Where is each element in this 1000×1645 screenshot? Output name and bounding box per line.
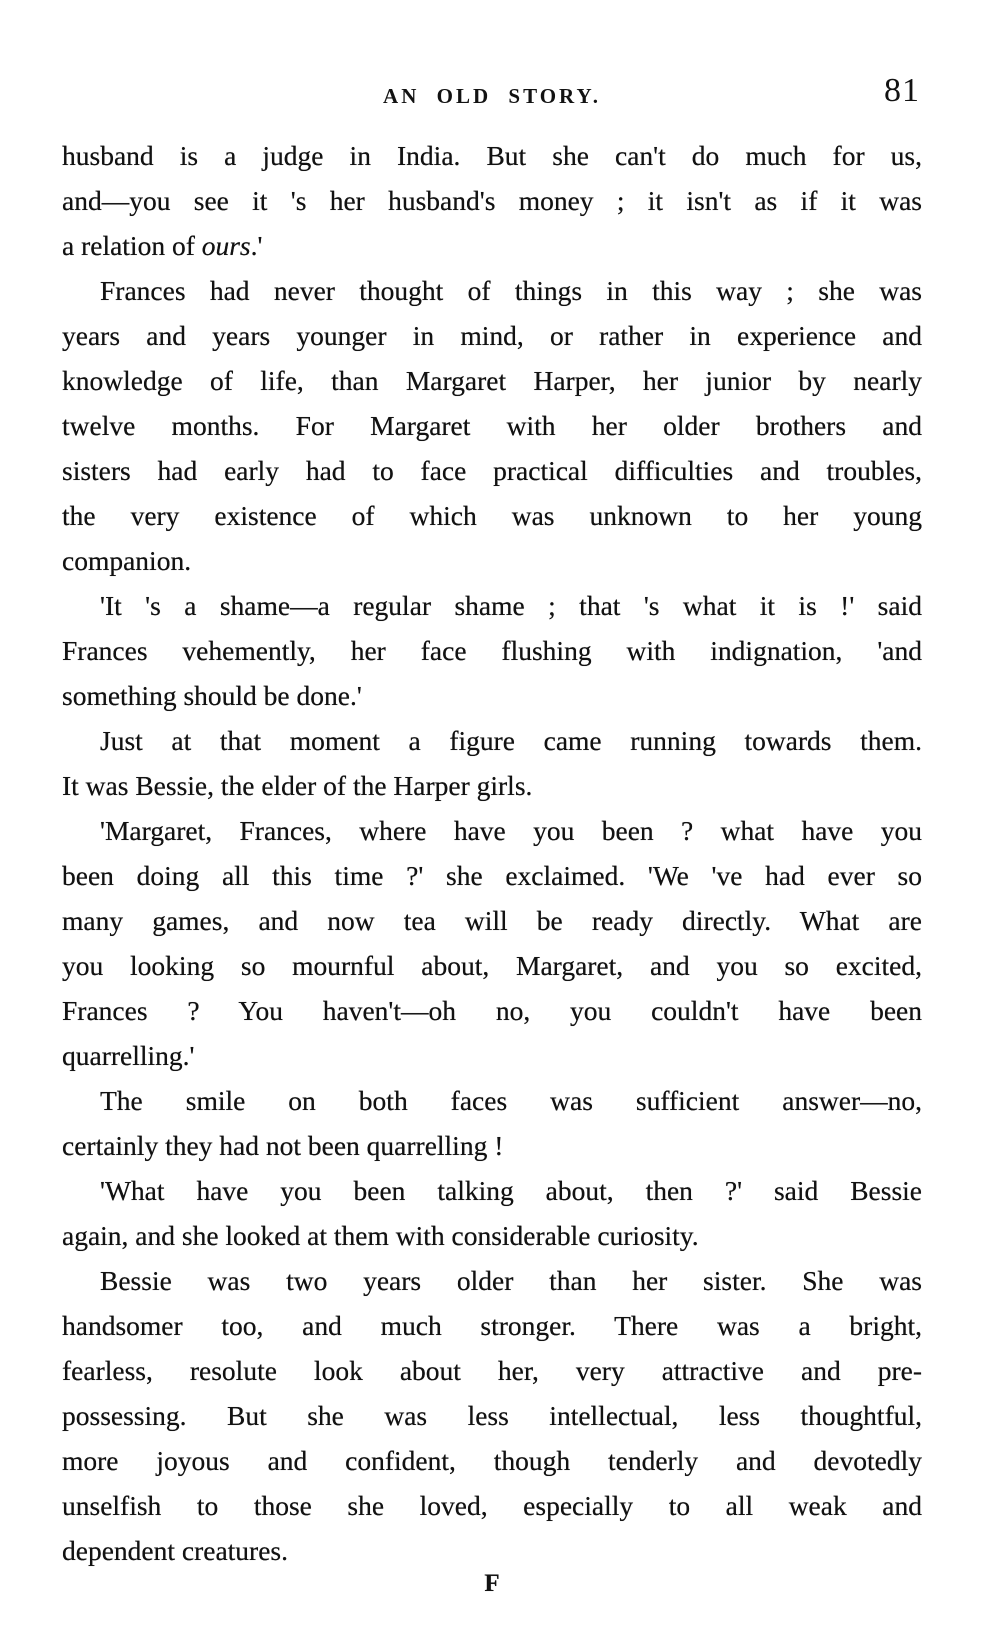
italic-text: ours (201, 230, 251, 261)
text-line (62, 1303, 922, 1348)
text-segment: Just at that moment a figure came running towards them. (100, 725, 922, 756)
text-line (62, 1438, 922, 1483)
text-segment: Bessie was two years older than her sister. She was (100, 1265, 922, 1296)
text-line (62, 358, 922, 403)
text-segment: and—you see it 's her husband's money ; it isn't as if it was (62, 185, 922, 216)
paragraph (62, 718, 922, 808)
text-segment: years and years younger in mind, or rather in experience and (62, 320, 922, 351)
text-segment: dependent creatures. (62, 1535, 288, 1566)
text-line (62, 268, 922, 313)
text-segment: many games, and now tea will be ready directly. What are (62, 905, 922, 936)
text-line (62, 1078, 922, 1123)
text-segment: quarrelling.' (62, 1040, 195, 1071)
text-line (62, 1033, 922, 1078)
body-text (62, 133, 922, 1573)
text-line (62, 538, 922, 583)
text-line (62, 493, 922, 538)
text-segment: 'Margaret, Frances, where have you been ? what have you (100, 815, 922, 846)
text-line (62, 1168, 922, 1213)
text-line (62, 1258, 922, 1303)
text-segment: the very existence of which was unknown to her young (62, 500, 922, 531)
text-line (62, 763, 922, 808)
text-segment: twelve months. For Margaret with her older brothers and (62, 410, 922, 441)
text-segment: companion. (62, 545, 192, 576)
paragraph (62, 808, 922, 1078)
text-segment: a relation of (62, 230, 202, 261)
signature-mark: F (484, 1570, 500, 1597)
text-line (62, 808, 922, 853)
text-line (62, 898, 922, 943)
text-line (62, 403, 922, 448)
text-segment: been doing all this time ?' she exclaimed. 'We 've had ever so (62, 860, 922, 891)
text-line (62, 133, 922, 178)
text-line (62, 313, 922, 358)
text-segment: The smile on both faces was sufficient answer—no, (100, 1085, 922, 1116)
paragraph (62, 1168, 922, 1258)
text-segment: something should be done.' (62, 680, 362, 711)
paragraph (62, 268, 922, 583)
text-segment: Frances vehemently, her face flushing with indignation, 'and (62, 635, 922, 666)
text-line (62, 1528, 922, 1573)
page-content (62, 72, 922, 1599)
text-line (62, 1213, 922, 1258)
text-line (62, 178, 922, 223)
text-line (62, 448, 922, 493)
text-line (62, 583, 922, 628)
text-line (62, 1483, 922, 1528)
text-segment: sisters had early had to face practical difficulties and troubles, (62, 455, 922, 486)
text-segment: 'It 's a shame—a regular shame ; that 's what it is !' said (100, 590, 922, 621)
text-segment: more joyous and confident, though tenderly and devotedly (62, 1445, 922, 1476)
text-segment: you looking so mournful about, Margaret, and you so excited, (62, 950, 922, 981)
paragraph (62, 133, 922, 268)
page-header (62, 72, 922, 133)
text-segment: handsomer too, and much stronger. There was a bright, (62, 1310, 922, 1341)
text-line (62, 853, 922, 898)
text-line (62, 1348, 922, 1393)
text-line (62, 1393, 922, 1438)
page-footer (62, 1569, 922, 1599)
paragraph (62, 583, 922, 718)
running-title: AN OLD STORY. (383, 84, 601, 108)
text-segment: certainly they had not been quarrelling ! (62, 1130, 504, 1161)
text-segment: .' (250, 230, 263, 261)
text-segment: unselfish to those she loved, especially to all weak and (62, 1490, 922, 1521)
text-segment: possessing. But she was less intellectual, less thoughtful, (62, 1400, 922, 1431)
text-segment: Frances ? You haven't—oh no, you couldn't have been (62, 995, 922, 1026)
text-segment: It was Bessie, the elder of the Harper girls. (62, 770, 533, 801)
text-line (62, 718, 922, 763)
paragraph (62, 1078, 922, 1168)
text-segment: fearless, resolute look about her, very attractive and pre- (62, 1355, 922, 1386)
text-line (62, 988, 922, 1033)
text-line (62, 943, 922, 988)
text-segment: knowledge of life, than Margaret Harper, her junior by nearly (62, 365, 922, 396)
paragraph (62, 1258, 922, 1573)
page-number: 81 (884, 72, 920, 109)
text-segment: 'What have you been talking about, then ?' said Bessie (100, 1175, 922, 1206)
text-line (62, 673, 922, 718)
text-line (62, 223, 922, 268)
text-line (62, 628, 922, 673)
text-segment: Frances had never thought of things in this way ; she was (100, 275, 922, 306)
text-segment: husband is a judge in India. But she can't do much for us, (62, 140, 922, 171)
text-line (62, 1123, 922, 1168)
text-segment: again, and she looked at them with considerable curiosity. (62, 1220, 699, 1251)
